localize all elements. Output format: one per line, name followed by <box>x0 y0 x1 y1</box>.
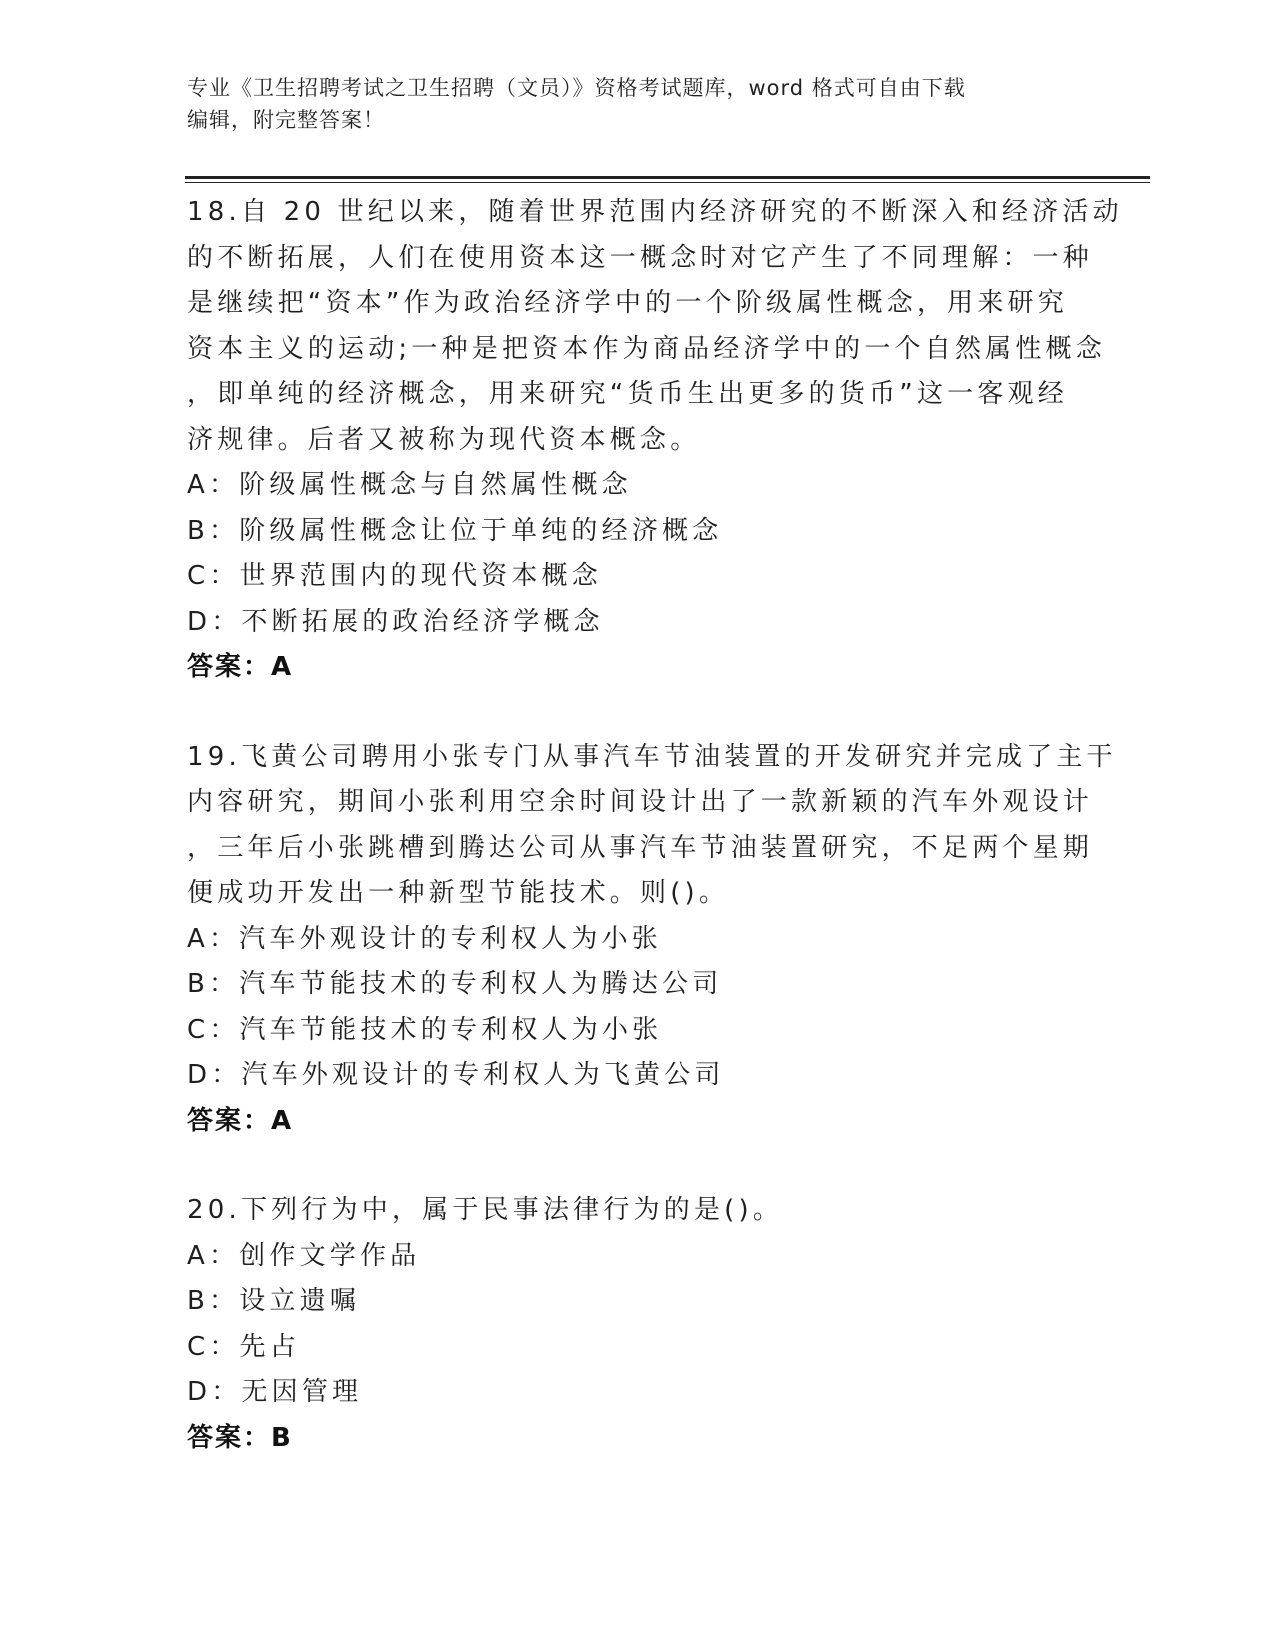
option-a: A：阶级属性概念与自然属性概念 <box>187 470 632 500</box>
option-b: B：阶级属性概念让位于单纯的经济概念 <box>187 515 723 546</box>
option-a: A：创作文学作品 <box>187 1240 421 1271</box>
header-line: 编辑，附完整答案！ <box>187 108 385 132</box>
option-c: C：世界范围内的现代资本概念 <box>187 561 602 591</box>
question-text-line: ，即单纯的经济概念，用来研究“货币生出更多的货币”这一客观经 <box>187 379 1068 409</box>
question-spacer <box>187 1144 1087 1188</box>
header-divider-thin <box>185 182 1150 183</box>
header-line: 专业《卫生招聘考试之卫生招聘（文员）》资格考试题库，word 格式可自由下载 <box>187 76 966 100</box>
option-d: D：无因管理 <box>187 1377 363 1407</box>
question-20 <box>187 1188 1087 1461</box>
option-d: D：不断拓展的政治经济学概念 <box>187 606 604 637</box>
question-text-line: 20.下列行为中，属于民事法律行为的是()。 <box>187 1195 784 1225</box>
question-18 <box>187 190 1123 691</box>
answer-label: 答案：A <box>187 1105 294 1136</box>
option-a: A：汽车外观设计的专利权人为小张 <box>187 923 662 954</box>
header-divider-thick <box>185 176 1150 179</box>
option-b: B：汽车节能技术的专利权人为腾达公司 <box>187 969 723 999</box>
option-d: D：汽车外观设计的专利权人为飞黄公司 <box>187 1060 725 1090</box>
answer-label: 答案：A <box>187 652 294 682</box>
question-text-line: 是继续把“资本”作为政治经济学中的一个阶级属性概念，用来研究 <box>187 288 1068 318</box>
question-text-line: 内容研究，期间小张利用空余时间设计出了一款新颖的汽车外观设计 <box>187 787 1094 817</box>
question-spacer <box>187 691 1087 735</box>
question-list <box>187 190 1123 1461</box>
question-text-line: 18.自 20 世纪以来，随着世界范围内经济研究的不断深入和经济活动 <box>187 197 1123 227</box>
question-text-line: 资本主义的运动;一种是把资本作为商品经济学中的一个自然属性概念 <box>187 333 1106 364</box>
option-c: C：先占 <box>187 1331 300 1362</box>
document-header <box>187 72 1087 136</box>
question-text-line: 便成功开发出一种新型节能技术。则()。 <box>187 878 730 908</box>
option-b: B：设立遗嘱 <box>187 1286 361 1316</box>
question-text-line: 的不断拓展，人们在使用资本这一概念时对它产生了不同理解：一种 <box>187 242 1094 273</box>
question-text-line: 19.飞黄公司聘用小张专门从事汽车节油装置的开发研究并完成了主干 <box>187 741 1117 772</box>
question-text-line: 济规律。后者又被称为现代资本概念。 <box>187 424 701 455</box>
question-19 <box>187 735 1117 1145</box>
option-c: C：汽车节能技术的专利权人为小张 <box>187 1014 663 1045</box>
question-text-line: ，三年后小张跳槽到腾达公司从事汽车节油装置研究，不足两个星期 <box>187 832 1094 863</box>
answer-label: 答案：B <box>187 1422 293 1453</box>
